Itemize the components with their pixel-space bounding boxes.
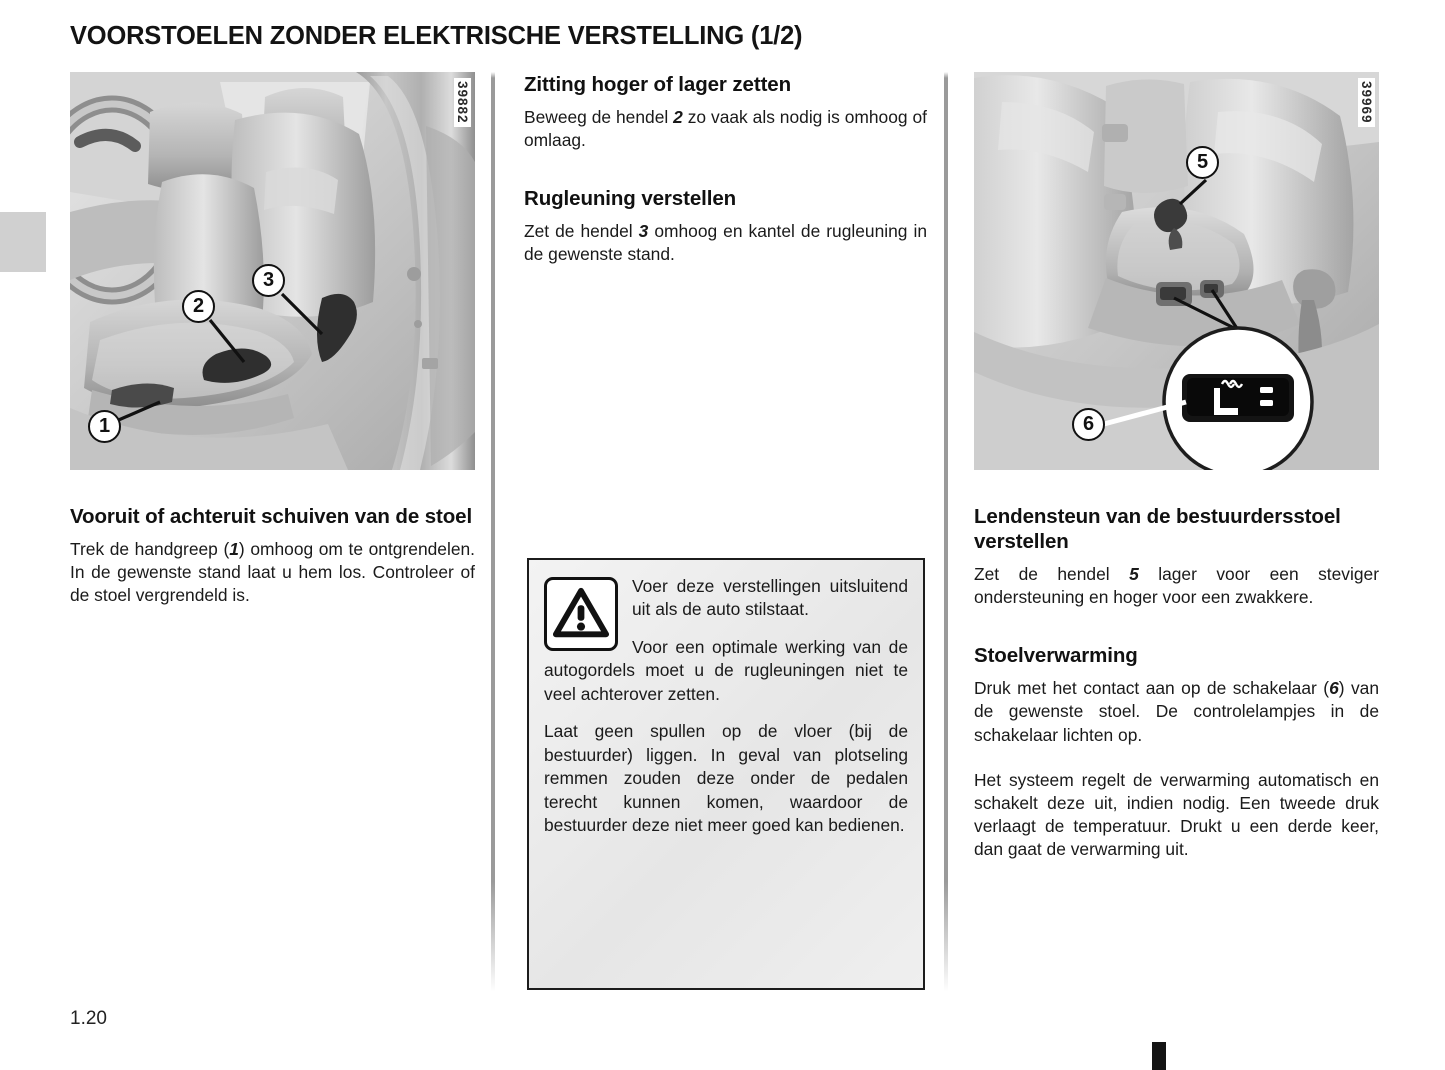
figure-reference-number: 39969: [1358, 78, 1375, 127]
heading-seat-heating: Stoelverwarming: [974, 644, 1138, 668]
paragraph-seat-height: Beweeg de hendel 2 zo vaak als nodig is omhoog of omlaag.: [524, 107, 927, 151]
column-right: [974, 72, 1379, 861]
paragraph-seat-heating-2: Het systeem regelt de verwarming automatisch en schakelt deze uit, indien nodig. Een tweede druk verlaagt de temperatuur. Drukt u een derde keer, dan gaat de verwarming uit.: [974, 769, 1379, 860]
warning-box: [527, 558, 925, 990]
column-divider-left: [491, 72, 495, 992]
warning-triangle-icon: [544, 577, 618, 651]
figure-reference-number: 39882: [454, 78, 471, 127]
warning-paragraph-3: Laat geen spullen op de vloer (bij de bestuurder) liggen. In geval van plotseling remmen zouden deze onder de pedalen terecht kunnen komen, waardoor de bestuurder deze niet meer goed kan bedienen.: [544, 721, 908, 836]
column-divider-right: [944, 72, 948, 992]
heading-seat-height: Zitting hoger of lager zetten: [524, 73, 792, 96]
warning-paragraph-1: Voer deze verstellingen uitsluitend uit als de auto stilstaat.: [632, 576, 908, 620]
figure-console: [974, 72, 1379, 470]
warning-triangle-glyph: [552, 585, 610, 643]
warning-paragraph-2: Voor een optimale werking van de autogordels moet u de rugleuningen niet te veel achterover zetten.: [544, 636, 908, 704]
bottom-edge-marker: [1152, 1042, 1166, 1070]
column-left: [70, 72, 475, 607]
column-middle: [524, 72, 927, 267]
paragraph-seat-heating-1: Druk met het contact aan op de schakelaar (6) van de gewenste stoel. De controlelampjes in de schakelaar lichten op.: [974, 678, 1380, 745]
callout-marker-2: 2: [182, 290, 215, 323]
heading-seat-slide: Vooruit of achteruit schuiven van de stoel: [70, 505, 473, 528]
paragraph-backrest-adjust: Zet de hendel 3 omhoog en kantel de rugleuning in de gewenste stand.: [524, 221, 927, 265]
heading-backrest-adjust: Rugleuning verstellen: [524, 187, 737, 211]
callout-marker-3: 3: [252, 264, 285, 297]
callout-marker-5: 5: [1186, 146, 1219, 179]
figure-console-graphic: [974, 72, 1379, 470]
paragraph-seat-slide: Trek de handgreep (1) omhoog om te ontgrendelen. In de gewenste stand laat u hem los. Controleer of de stoel vergrendeld is.: [70, 539, 475, 606]
paragraph-lumbar-support: Zet de hendel 5 lager voor een steviger ondersteuning en hoger voor een zwakkere.: [974, 564, 1379, 608]
chapter-edge-tab: [0, 212, 46, 272]
figure-front-seat: [70, 72, 475, 470]
callout-marker-6: 6: [1072, 408, 1105, 441]
callout-marker-1: 1: [88, 410, 121, 443]
heading-lumbar-support: Lendensteun van de bestuurdersstoel verstellen: [974, 505, 1341, 553]
page-number: 1.20: [70, 1008, 107, 1029]
page-title: VOORSTOELEN ZONDER ELEKTRISCHE VERSTELLING (1/2): [70, 22, 803, 50]
